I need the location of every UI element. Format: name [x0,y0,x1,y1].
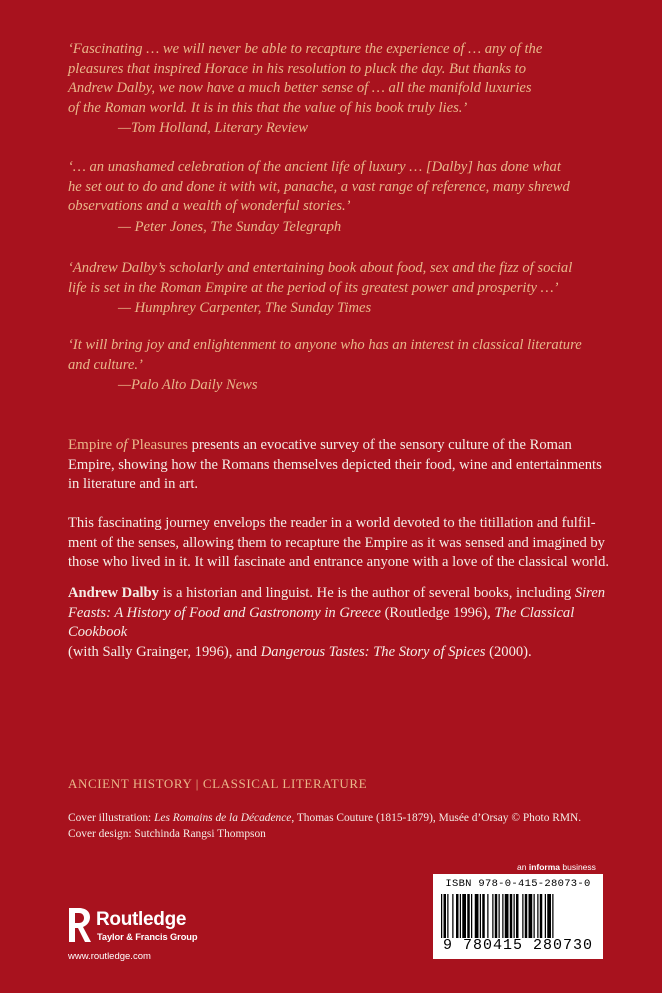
author-bio [68,584,613,662]
description-line: ment of the senses, allowing them to recapture the Empire as it was sensed and imagined by [68,534,605,551]
isbn-barcode [433,874,603,959]
quote-line: ‘Andrew Dalby’s scholarly and entertaining book about food, sex and the fizz of social [68,260,573,276]
quote-line: Andrew Dalby, we now have a much better sense of … all the manifold luxuries [68,80,532,96]
quote-line: and culture.’ [68,356,143,373]
design-credit: Cover design: Sutchinda Rangsi Thompson [68,827,266,840]
quote-line: life is set in the Roman Empire at the period of its greatest power and prosperity …’ [68,279,559,296]
subject-category: ANCIENT HISTORY | CLASSICAL LITERATURE [68,776,368,791]
illustration-credit: Cover illustration: Les Romains de la Décadence, Thomas Couture (1815-1879), Musée d’Orsay © Photo RMN. [68,812,582,824]
quote-line: ‘Fascinating … we will never be able to recapture the experience of … any of the [68,41,543,57]
description-line: Empire, showing how the Romans themselves depicted their food, wine and entertainments [68,456,602,473]
praise-quote-palo-alto [68,336,628,396]
description-line: Empire of Pleasures presents an evocative survey of the sensory culture of the Roman [68,437,572,453]
book-description-2 [68,514,613,573]
publisher-tagline: Taylor & Francis Group [97,932,198,942]
description-line: This fascinating journey envelops the reader in a world devoted to the titillation and fulfil- [68,515,596,531]
praise-quote-jones [68,158,628,237]
bio-line: Andrew Dalby is a historian and linguist. He is the author of several books, including Siren [68,585,606,601]
routledge-r-icon [66,906,92,944]
praise-quote-carpenter [68,259,628,319]
barcode-bars [439,894,597,938]
quote-line: he set out to do and done it with wit, panache, a vast range of reference, many shrewd [68,178,570,195]
book-title: Empire of Pleasures [68,437,188,453]
publisher-url[interactable]: www.routledge.com [68,951,151,962]
cover-credits [68,811,628,842]
quote-line: ‘It will bring joy and enlightenment to anyone who has an interest in classical literature [68,337,582,353]
bio-line: (with Sally Grainger, 1996), and Dangerous Tastes: The Story of Spices (2000). [68,643,532,660]
barcode-number: 9 780415 280730 [442,937,594,954]
quote-attribution: —Palo Alto Daily News [118,377,258,393]
informa-business-label: an informa business [517,862,596,872]
quote-line: observations and a wealth of wonderful stories.’ [68,198,351,214]
bio-line: Feasts: A History of Food and Gastronomy in Greece (Routledge 1996), The Classical Cookbook [68,604,575,640]
description-line: in literature and in art. [68,476,199,492]
author-name: Andrew Dalby [68,585,159,601]
publisher-name: Routledge [96,909,187,930]
praise-quote-holland [68,40,628,139]
quote-line: of the Roman world. It is in this that the value of his book truly lies.’ [68,99,468,116]
quote-line: ‘… an unashamed celebration of the ancient life of luxury … [Dalby] has done what [68,159,561,175]
quote-line: pleasures that inspired Horace in his resolution to pluck the day. But thanks to [68,60,527,77]
isbn-label: ISBN 978-0-415-28073-0 [445,878,591,890]
book-description [68,436,613,495]
description-line: those who lived in it. It will fascinate and entrance anyone with a love of the classical world. [68,554,610,570]
quote-attribution: — Peter Jones, The Sunday Telegraph [118,218,342,235]
quote-attribution: —Tom Holland, Literary Review [118,120,308,136]
routledge-logo [66,906,216,946]
quote-attribution: — Humphrey Carpenter, The Sunday Times [118,300,372,316]
